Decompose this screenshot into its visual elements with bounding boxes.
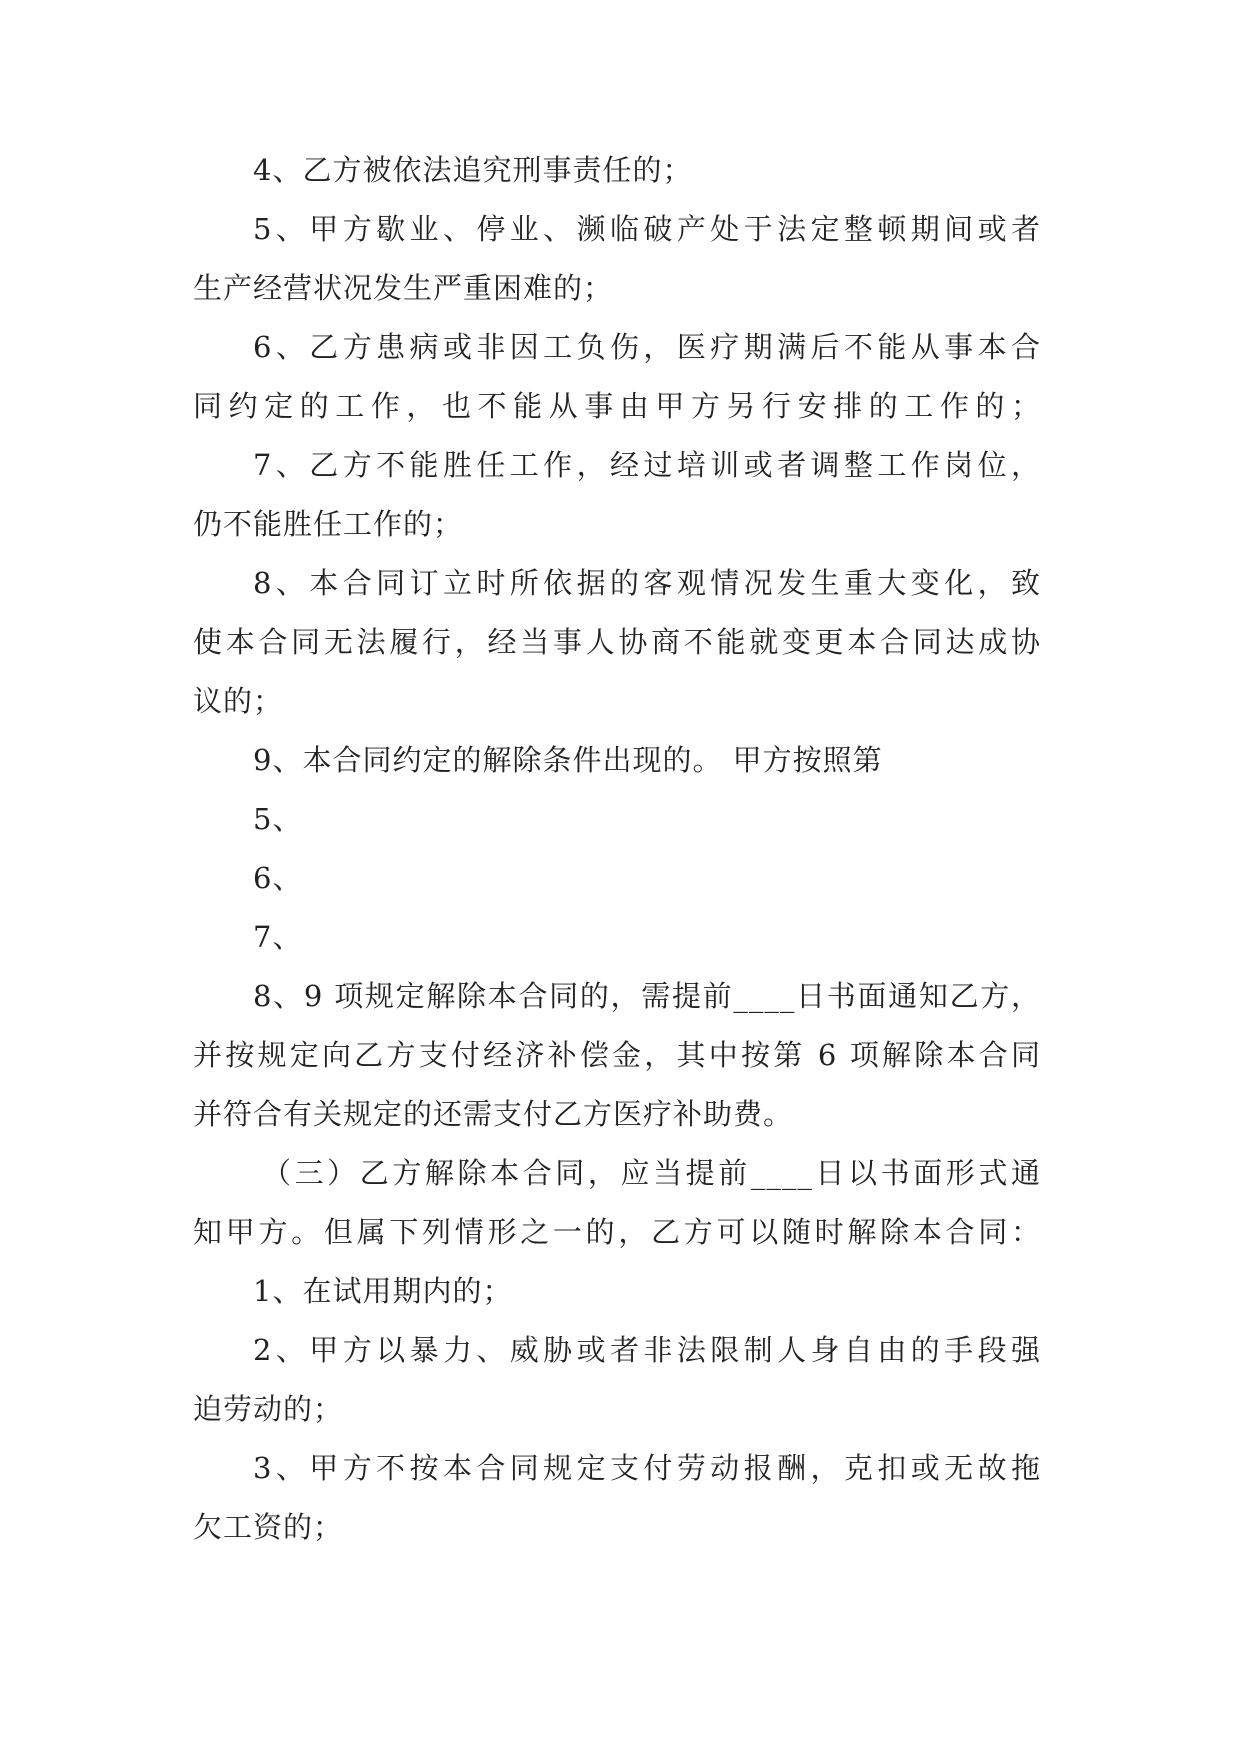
clause-8-line-1: 8、本合同订立时所依据的客观情况发生重大变化，致 [253, 566, 1041, 600]
section-3-item-1: 1、在试用期内的； [253, 1274, 513, 1308]
section-3-item-3-line-1: 3、甲方不按本合同规定支付劳动报酬，克扣或无故拖 [253, 1451, 1041, 1485]
clause-7-line-2: 仍不能胜任工作的； [193, 507, 464, 541]
section-3-item-3-line-2: 欠工资的； [193, 1510, 344, 1544]
item-ref-6: 6、 [253, 861, 303, 895]
clause-5-line-2: 生产经营状况发生严重困难的； [193, 271, 614, 305]
clause-5-line-1: 5、甲方歇业、停业、濒临破产处于法定整顿期间或者 [253, 212, 1041, 246]
termination-notice-line-3: 并符合有关规定的还需支付乙方医疗补助费。 [193, 1097, 794, 1131]
termination-notice-line-1: 8、9 项规定解除本合同的，需提前____日书面通知乙方， [253, 979, 1041, 1013]
clause-7-line-1: 7、乙方不能胜任工作，经过培训或者调整工作岗位， [253, 448, 1041, 482]
section-3-item-2-line-2: 迫劳动的； [193, 1392, 344, 1426]
clause-4: 4、乙方被依法追究刑事责任的； [253, 153, 693, 187]
section-3-item-2-line-1: 2、甲方以暴力、威胁或者非法限制人身自由的手段强 [253, 1333, 1041, 1367]
termination-notice-line-2: 并按规定向乙方支付经济补偿金，其中按第 6 项解除本合同 [193, 1038, 1041, 1072]
clause-9: 9、本合同约定的解除条件出现的。 甲方按照第 [253, 743, 883, 777]
item-ref-5: 5、 [253, 802, 303, 836]
section-3-line-1: （三）乙方解除本合同，应当提前____日以书面形式通 [262, 1156, 1041, 1190]
clause-8-line-3: 议的； [193, 684, 284, 718]
section-3-line-2: 知甲方。但属下列情形之一的，乙方可以随时解除本合同： [193, 1215, 1041, 1249]
clause-6-line-1: 6、乙方患病或非因工负伤，医疗期满后不能从事本合 [253, 330, 1041, 364]
clause-8-line-2: 使本合同无法履行，经当事人协商不能就变更本合同达成协 [193, 625, 1041, 659]
item-ref-7: 7、 [253, 920, 303, 954]
clause-6-line-2: 同约定的工作，也不能从事由甲方另行安排的工作的； [193, 389, 1041, 423]
